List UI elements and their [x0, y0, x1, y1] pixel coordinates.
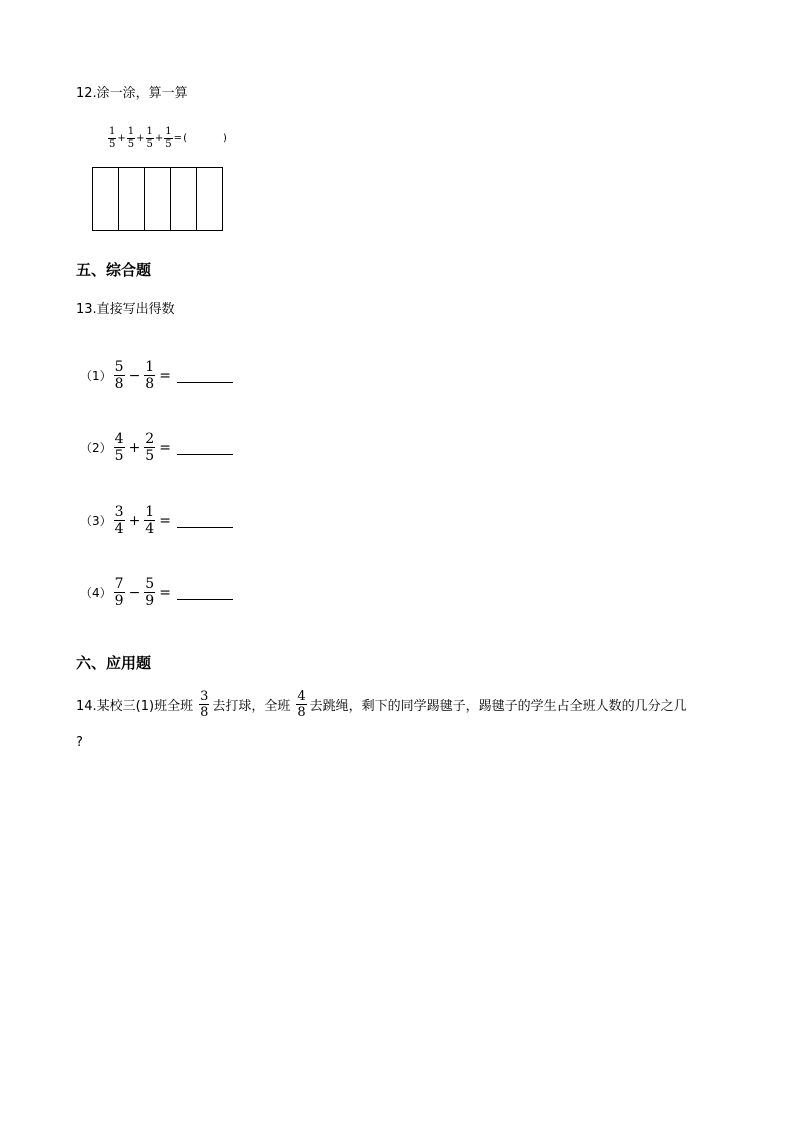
- q14-fraction-ball: $\frac{3}{8}$: [200, 689, 209, 720]
- grid-cell[interactable]: [119, 168, 145, 230]
- q14-part-1: 14.某校三(1)班全班: [76, 699, 194, 714]
- q13-title: 13.直接写出得数: [76, 302, 175, 317]
- operator: −: [128, 367, 141, 384]
- q13-item-4: [80, 577, 233, 608]
- section-6-heading: 六、应用题: [76, 654, 152, 672]
- item-label: （1）: [80, 369, 112, 383]
- q13-item-2: [80, 432, 233, 463]
- grid-cell[interactable]: [197, 168, 222, 230]
- q12-fraction-2: $\frac{1}{5}$: [127, 126, 135, 150]
- answer-blank-space[interactable]: [188, 133, 222, 145]
- fraction: $\frac{5}{8}$: [114, 359, 124, 392]
- equals-sign: =: [159, 367, 171, 384]
- plus-sign: +: [154, 133, 164, 144]
- q13-item-1: [80, 360, 233, 391]
- grid-cell[interactable]: [145, 168, 171, 230]
- q13-item-3: [80, 505, 233, 536]
- answer-blank[interactable]: [177, 368, 233, 383]
- item-label: （4）: [80, 586, 112, 600]
- grid-cell[interactable]: [171, 168, 197, 230]
- plus-sign: +: [136, 133, 145, 144]
- q14-part-3: 去跳绳，剩下的同学踢毽子，踢毽子的学生占全班人数的几分之几: [309, 699, 687, 714]
- fraction: $\frac{5}{9}$: [145, 576, 155, 609]
- answer-paren-open: (: [183, 133, 187, 144]
- equals-sign: =: [173, 133, 183, 144]
- item-label: （3）: [80, 514, 112, 528]
- q12-sum-expression: [108, 127, 227, 150]
- operator: −: [128, 584, 141, 601]
- equals-sign: =: [159, 512, 171, 529]
- plus-sign: +: [117, 133, 126, 144]
- grid-cell[interactable]: [93, 168, 119, 230]
- equals-sign: =: [159, 584, 171, 601]
- section-5-heading: 五、综合题: [76, 261, 152, 279]
- q12-fraction-3: $\frac{1}{5}$: [146, 126, 153, 150]
- fraction: $\frac{1}{4}$: [145, 504, 155, 537]
- answer-blank[interactable]: [177, 440, 233, 455]
- fraction: $\frac{3}{4}$: [114, 504, 124, 537]
- q14-fraction-rope: $\frac{4}{8}$: [297, 689, 306, 720]
- fraction: $\frac{1}{8}$: [145, 359, 155, 392]
- q12-title: 12.涂一涂，算一算: [76, 86, 188, 101]
- operator: +: [128, 512, 141, 529]
- q14-part-2: 去打球，全班: [212, 699, 291, 714]
- fraction: $\frac{4}{5}$: [114, 431, 124, 464]
- q12-coloring-grid[interactable]: [92, 167, 223, 231]
- fraction: $\frac{7}{9}$: [114, 576, 124, 609]
- fraction: $\frac{2}{5}$: [145, 431, 155, 464]
- equals-sign: =: [159, 439, 171, 456]
- operator: +: [128, 439, 141, 456]
- q12-fraction-1: $\frac{1}{5}$: [109, 126, 116, 150]
- q14-text: [76, 690, 687, 719]
- answer-blank[interactable]: [177, 585, 233, 600]
- q12-fraction-4: $\frac{1}{5}$: [165, 126, 172, 150]
- answer-paren-close: ): [222, 133, 227, 144]
- answer-blank[interactable]: [177, 513, 233, 528]
- q14-question-mark: ?: [76, 735, 83, 750]
- item-label: （2）: [80, 441, 112, 455]
